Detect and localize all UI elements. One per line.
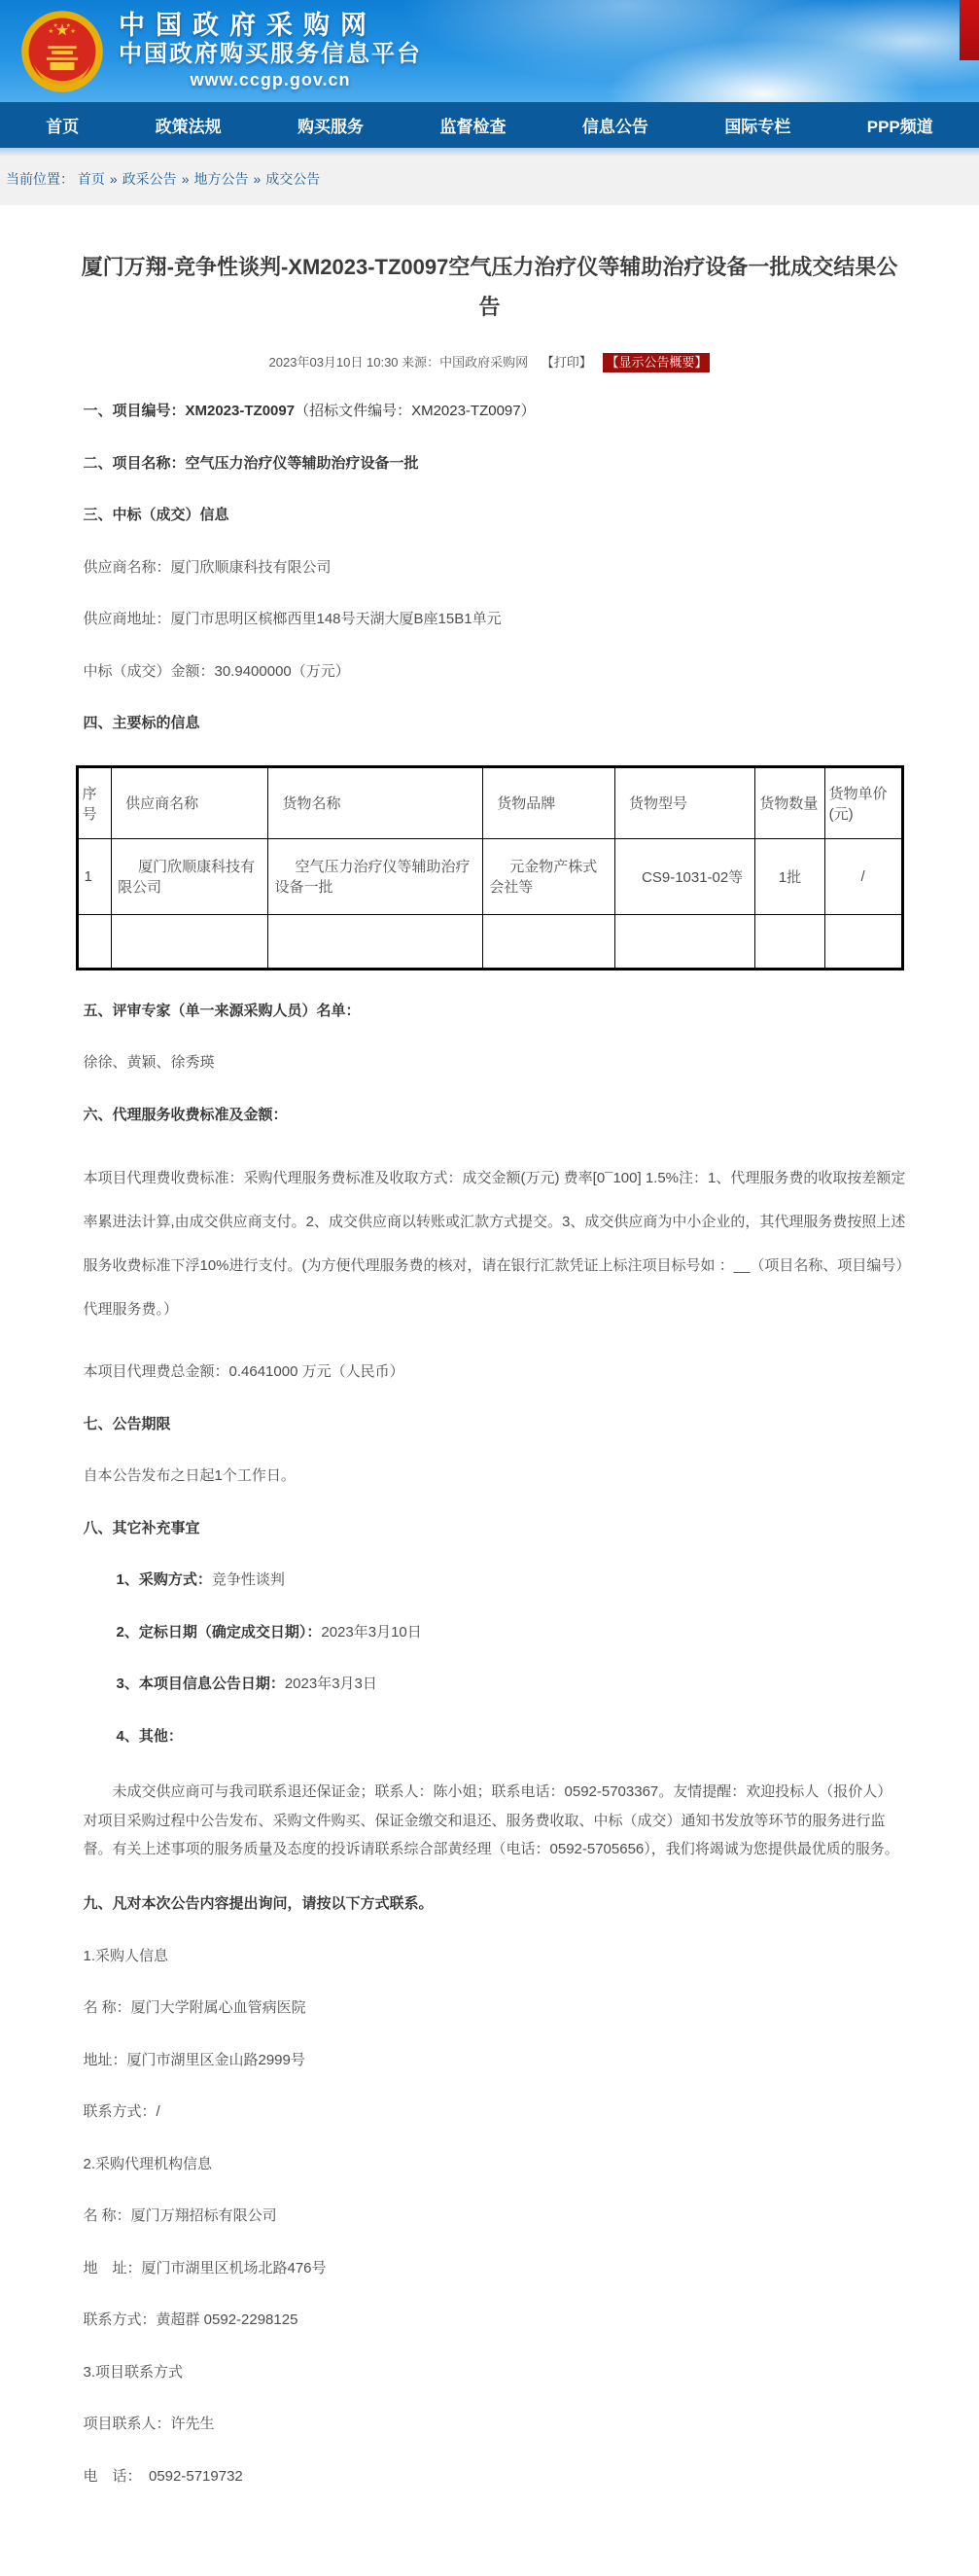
table-cell: 空气压力治疗仪等辅助治疗设备一批 bbox=[268, 838, 483, 914]
paragraph-label: 七、公告期限 bbox=[83, 1415, 171, 1432]
body-paragraph bbox=[74, 2154, 906, 2176]
paragraph-text: 地址：厦门市湖里区金山路2999号 bbox=[83, 2051, 305, 2068]
body-paragraph bbox=[74, 1361, 906, 1384]
body-paragraph bbox=[74, 1674, 906, 1696]
page-title: 厦门万翔-竞争性谈判-XM2023-TZ0097空气压力治疗仪等辅助治疗设备一批成交结果公告 bbox=[81, 255, 898, 319]
paragraph-text: 供应商名称：厦门欣顺康科技有限公司 bbox=[83, 558, 332, 576]
breadcrumb-item-2[interactable]: 政采公告 bbox=[122, 171, 177, 187]
table-cell: 厦门欣顺康科技有限公司 bbox=[112, 838, 268, 914]
nav-item-4[interactable]: 监督检查 bbox=[439, 118, 507, 136]
body-paragraph bbox=[74, 505, 906, 527]
show-summary-button[interactable]: 【显示公告概要】 bbox=[603, 353, 710, 372]
nav-item-6[interactable]: 国际专栏 bbox=[724, 118, 791, 136]
paragraph-text: 3.项目联系方式 bbox=[83, 2363, 184, 2381]
body-paragraph bbox=[74, 1156, 906, 1331]
svg-text:★: ★ bbox=[52, 22, 58, 29]
table-header-cell: 供应商名称 bbox=[112, 766, 268, 838]
nav-item-5[interactable]: 信息公告 bbox=[581, 118, 648, 136]
paragraph-label: 4、其他： bbox=[116, 1727, 183, 1745]
body-paragraph bbox=[74, 713, 906, 735]
paragraph-text: 项目联系人：许先生 bbox=[83, 2416, 215, 2433]
table-cell: 1 bbox=[77, 838, 112, 914]
body-paragraph bbox=[74, 1001, 906, 1023]
body-paragraph bbox=[74, 1622, 906, 1644]
paragraph-text: 中标（成交）金额：30.9400000（万元） bbox=[83, 662, 350, 680]
paragraph-text: 未成交供应商可与我司联系退还保证金；联系人：陈小姐；联系电话：0592-5703367。友情提醒：欢迎投标人（报价人）对项目采购过程中公告发布、采购文件购买、保证金缴交和退还、服务费收取、中标（成交）通知书发放等环节的服务进行监督。有关上述事项的服务质量及态度的投诉请联系综合部黄经理（电话：0592-5705656），我们将竭诚为您提供最优质的服务。 bbox=[83, 1783, 899, 1857]
body-paragraph bbox=[74, 609, 906, 631]
body-paragraph bbox=[74, 2101, 906, 2124]
body-paragraph bbox=[74, 1105, 906, 1127]
body-paragraph bbox=[74, 1518, 906, 1540]
body-section-before-table bbox=[74, 401, 906, 735]
table-header-cell: 货物品牌 bbox=[483, 766, 615, 838]
paragraph-text: 地 址：厦门市湖里区机场北路476号 bbox=[83, 2259, 327, 2276]
table-cell: CS9-1031-02等 bbox=[615, 838, 755, 914]
paragraph-label: 六、代理服务收费标准及金额： bbox=[83, 1106, 288, 1123]
paragraph-text: 联系方式：/ bbox=[83, 2103, 160, 2121]
announcement-article bbox=[0, 205, 979, 2576]
paragraph-text: 名 称：厦门万翔招标有限公司 bbox=[83, 2207, 277, 2225]
svg-text:★: ★ bbox=[70, 27, 76, 35]
article-meta bbox=[0, 352, 979, 371]
paragraph-label: 四、主要标的信息 bbox=[83, 715, 200, 732]
body-paragraph bbox=[74, 2258, 906, 2280]
breadcrumb-item-3[interactable]: 地方公告 bbox=[193, 171, 249, 187]
paragraph-text: 徐徐、黄颖、徐秀瑛 bbox=[83, 1054, 215, 1072]
table-cell: / bbox=[824, 838, 902, 914]
paragraph-text: 自本公告发布之日起1个工作日。 bbox=[83, 1467, 296, 1485]
breadcrumb-separator: » bbox=[181, 171, 190, 187]
site-brand bbox=[119, 11, 422, 91]
national-emblem-icon bbox=[19, 9, 105, 94]
body-paragraph bbox=[74, 2310, 906, 2332]
body-paragraph bbox=[74, 1778, 906, 1863]
table-cell bbox=[483, 914, 615, 969]
nav-item-7[interactable]: PPP频道 bbox=[866, 118, 933, 136]
table-header-row bbox=[77, 766, 902, 838]
body-section-after-table bbox=[74, 1001, 906, 2488]
body-paragraph bbox=[74, 1465, 906, 1488]
breadcrumb-item-4[interactable]: 成交公告 bbox=[265, 171, 321, 187]
nav-fade-divider bbox=[0, 148, 979, 157]
paragraph-text: 供应商地址：厦门市思明区槟榔西里148号天湖大厦B座15B1单元 bbox=[83, 611, 502, 628]
paragraph-text: 联系方式：黄超群 0592-2298125 bbox=[83, 2311, 298, 2329]
paragraph-text: 2.采购代理机构信息 bbox=[83, 2155, 213, 2172]
table-row bbox=[77, 914, 902, 969]
awarded-goods-table bbox=[76, 765, 904, 970]
publish-datetime: 2023年03月10日 10:30 bbox=[268, 355, 399, 371]
body-paragraph bbox=[74, 2414, 906, 2436]
site-url: www.ccgp.gov.cn bbox=[190, 69, 351, 89]
table-cell bbox=[112, 914, 268, 969]
table-header-cell: 货物数量 bbox=[755, 766, 824, 838]
table-cell: 元金物产株式会社等 bbox=[483, 838, 615, 914]
body-paragraph bbox=[74, 453, 906, 476]
breadcrumb-separator: » bbox=[109, 171, 118, 187]
table-cell bbox=[615, 914, 755, 969]
table-cell bbox=[268, 914, 483, 969]
body-paragraph bbox=[74, 661, 906, 684]
paragraph-label: 三、中标（成交）信息 bbox=[83, 507, 229, 524]
paragraph-label: 九、凡对本次公告内容提出询问，请按以下方式联系。 bbox=[83, 1895, 434, 1913]
nav-item-2[interactable]: 政策法规 bbox=[155, 118, 222, 136]
body-paragraph bbox=[74, 1570, 906, 1592]
paragraph-text: 1.采购人信息 bbox=[83, 1947, 169, 1964]
paragraph-text: 2023年3月3日 bbox=[284, 1676, 377, 1693]
paragraph-text: 电 话： 0592-5719732 bbox=[83, 2467, 243, 2485]
table-header-cell: 序号 bbox=[77, 766, 112, 838]
body-paragraph bbox=[74, 1893, 906, 1916]
table-header-cell: 货物型号 bbox=[615, 766, 755, 838]
main-nav bbox=[0, 102, 979, 148]
body-paragraph bbox=[74, 2205, 906, 2228]
paragraph-text: （招标文件编号：XM2023-TZ0097） bbox=[295, 403, 536, 420]
body-paragraph bbox=[74, 1946, 906, 1968]
source-label: 来源：中国政府采购网 bbox=[402, 355, 529, 371]
paragraph-text: 本项目代理费收费标准：采购代理服务费标准及收取方式：成交金额(万元) 费率[0¯100] 1.5%注：1、代理服务费的收取按差额定率累进法计算,由成交供应商支付。2、成交供应商以转账或汇款方式提交。3、成交供应商为中小企业的，其代理服务费按照上述服务收费标准下浮10%进行支付。(为方便代理服务费的核对，请在银行汇款凭证上标注项目标号如 ：__（项目名称、项目编号）代理服务费。） bbox=[83, 1170, 906, 1319]
paragraph-label: 五、评审专家（单一来源采购人员）名单： bbox=[83, 1002, 361, 1019]
platform-name: 中国政府购买服务信息平台 bbox=[119, 40, 422, 67]
body-paragraph bbox=[74, 557, 906, 580]
breadcrumb-label: 当前位置： bbox=[6, 171, 74, 187]
breadcrumb-item-1[interactable]: 首页 bbox=[77, 171, 105, 187]
paragraph-label: 八、其它补充事宜 bbox=[83, 1519, 200, 1536]
paragraph-text: 名 称：厦门大学附属心血管病医院 bbox=[83, 1999, 306, 2017]
print-button[interactable]: 【打印】 bbox=[541, 355, 592, 371]
breadcrumb bbox=[0, 157, 979, 205]
paragraph-label: 一、项目编号：XM2023-TZ0097 bbox=[83, 403, 296, 420]
article-body bbox=[74, 401, 906, 2488]
table-header-cell: 货物名称 bbox=[268, 766, 483, 838]
body-paragraph bbox=[74, 2362, 906, 2384]
paragraph-label: 1、采购方式： bbox=[116, 1571, 212, 1589]
body-paragraph bbox=[74, 1997, 906, 2020]
paragraph-label: 3、本项目信息公告日期： bbox=[116, 1676, 285, 1693]
paragraph-label: 2、定标日期（确定成交日期）： bbox=[116, 1623, 322, 1641]
svg-text:★: ★ bbox=[48, 27, 54, 35]
nav-item-3[interactable]: 购买服务 bbox=[297, 118, 365, 136]
table-cell bbox=[755, 914, 824, 969]
paragraph-text: 竞争性谈判 bbox=[211, 1571, 285, 1589]
body-paragraph bbox=[74, 2466, 906, 2488]
paragraph-label: 二、项目名称：空气压力治疗仪等辅助治疗设备一批 bbox=[83, 454, 419, 472]
body-paragraph bbox=[74, 1414, 906, 1436]
corner-ribbon bbox=[960, 0, 979, 60]
body-paragraph bbox=[74, 401, 906, 423]
body-paragraph bbox=[74, 1052, 906, 1075]
paragraph-text: 本项目代理费总金额：0.4641000 万元（人民币） bbox=[83, 1363, 404, 1381]
table-row bbox=[77, 838, 902, 914]
svg-text:★: ★ bbox=[65, 22, 71, 29]
breadcrumb-separator: » bbox=[253, 171, 262, 187]
body-paragraph bbox=[74, 2050, 906, 2072]
paragraph-text: 2023年3月10日 bbox=[321, 1623, 422, 1641]
site-header bbox=[0, 0, 979, 102]
nav-item-1[interactable]: 首页 bbox=[46, 118, 80, 136]
table-cell bbox=[77, 914, 112, 969]
site-name: 中国政府采购网 bbox=[119, 10, 377, 40]
body-paragraph bbox=[74, 1726, 906, 1748]
table-cell bbox=[824, 914, 902, 969]
table-cell: 1批 bbox=[755, 838, 824, 914]
table-header-cell: 货物单价(元) bbox=[824, 766, 902, 838]
